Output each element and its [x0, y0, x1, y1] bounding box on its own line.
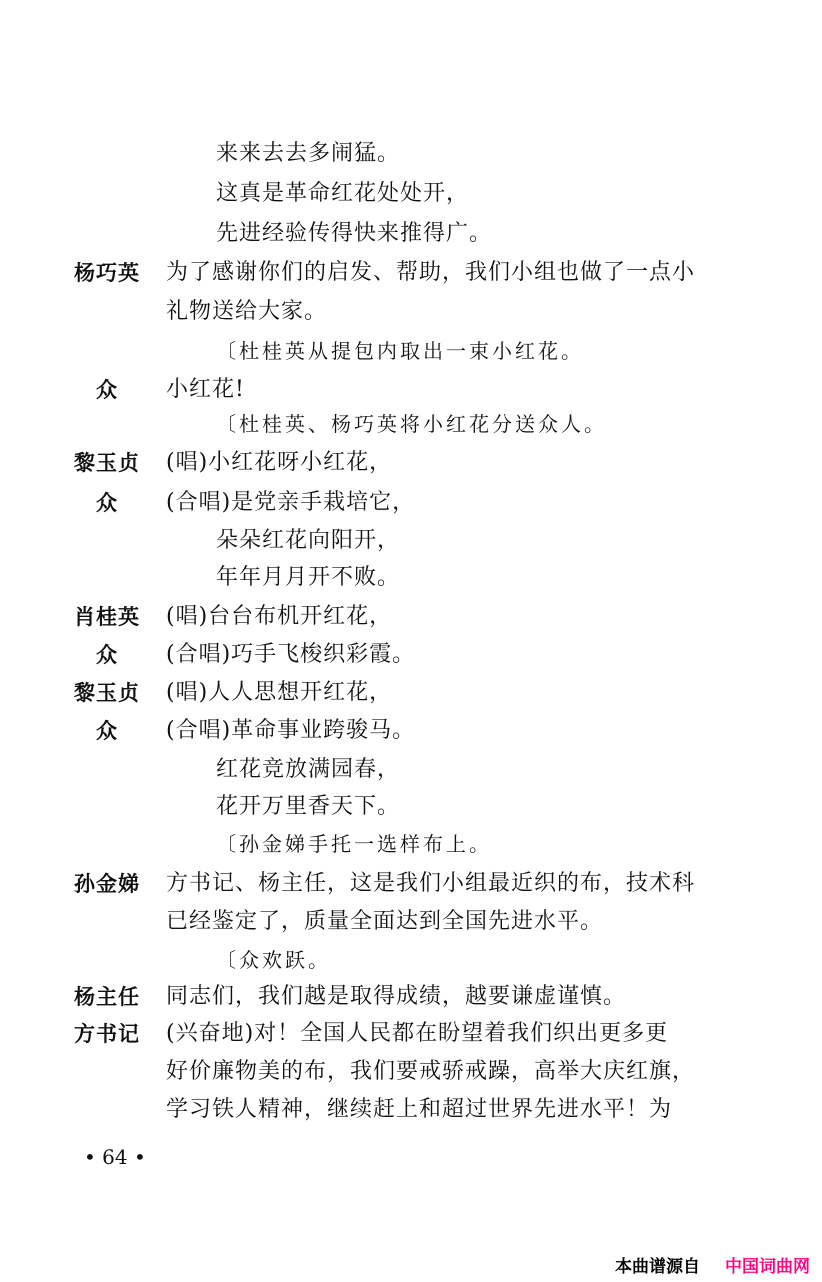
stage-direction: 〔众欢跃。	[216, 948, 331, 972]
speaker-name: 杨巧英	[74, 261, 140, 285]
dialog-line: (唱)人人思想开红花，	[166, 680, 393, 705]
dialog-line: 小红花!	[166, 377, 245, 402]
stage-direction: 〔杜桂英、杨巧英将小红花分送众人。	[216, 412, 607, 436]
verse-line: 这真是革命红花处处开，	[216, 181, 470, 206]
speaker-name: 众	[96, 491, 118, 515]
verse-line: 花开万里香天下。	[216, 794, 401, 819]
stage-direction: 〔杜桂英从提包内取出一束小红花。	[216, 339, 584, 363]
dialog-line: (合唱)巧手飞梭织彩霞。	[166, 642, 416, 667]
dialog-line: 已经鉴定了，质量全面达到全国先进水平。	[166, 909, 604, 934]
page-number: • 64 •	[84, 1145, 146, 1169]
dialog-line: 礼物送给大家。	[166, 299, 328, 324]
speaker-name: 肖桂英	[74, 605, 140, 629]
dialog-line: 方书记、杨主任，这是我们小组最近织的布，技术科	[166, 871, 696, 896]
dialog-line: (兴奋地)对！全国人民都在盼望着我们织出更多更	[166, 1021, 669, 1046]
verse-line: 来来去去多闹猛。	[216, 141, 401, 166]
speaker-name: 众	[96, 719, 118, 743]
stage-direction: 〔孙金娣手托一选样布上。	[216, 832, 492, 856]
dialog-line: 同志们，我们越是取得成绩，越要谦虚谨慎。	[166, 984, 627, 1009]
footer-site-link[interactable]: 中国词曲网	[725, 1257, 810, 1277]
speaker-name: 黎玉贞	[74, 681, 140, 705]
verse-line: 红花竞放满园春，	[216, 757, 401, 782]
dialog-line: 为了感谢你们的启发、帮助，我们小组也做了一点小	[166, 260, 696, 285]
speaker-name: 众	[96, 378, 118, 402]
verse-line: 年年月月开不败。	[216, 565, 401, 590]
dialog-line: (唱)台台布机开红花，	[166, 604, 393, 629]
speaker-name: 方书记	[74, 1022, 140, 1046]
verse-line: 先进经验传得快来推得广。	[216, 221, 493, 246]
footer-source-label: 本曲谱源自	[615, 1257, 700, 1277]
dialog-line: (唱)小红花呀小红花，	[166, 450, 393, 475]
speaker-name: 杨主任	[74, 985, 140, 1009]
speaker-name: 黎玉贞	[74, 451, 140, 475]
speaker-name: 孙金娣	[74, 872, 140, 896]
speaker-name: 众	[96, 643, 118, 667]
dialog-line: 好价廉物美的布，我们要戒骄戒躁，高举大庆红旗，	[166, 1059, 696, 1084]
verse-line: 朵朵红花向阳开，	[216, 528, 401, 553]
dialog-line: 学习铁人精神，继续赶上和超过世界先进水平！为	[166, 1097, 673, 1122]
dialog-line: (合唱)是党亲手栽培它，	[166, 490, 416, 515]
dialog-line: (合唱)革命事业跨骏马。	[166, 718, 416, 743]
